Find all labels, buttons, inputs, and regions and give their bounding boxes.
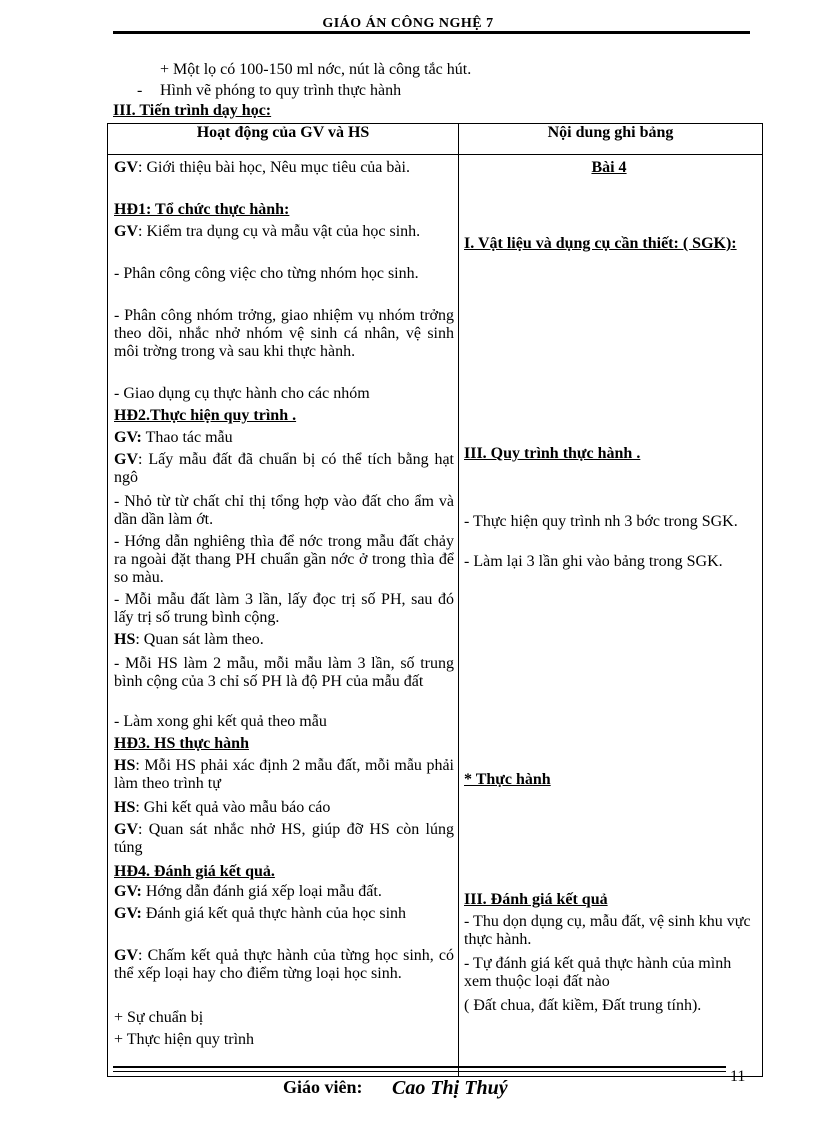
left-item: - Hớng dẫn nghiêng thìa để nớc trong mẫu đất chảy ra ngoài đặt thang PH chuẩn gần nớc ở trong thìa để so màu. xyxy=(114,533,454,586)
header-activities: Hoạt động của GV và HS xyxy=(108,124,459,155)
left-item: - Phân công công việc cho từng nhóm học sinh. xyxy=(114,265,419,282)
left-item: HS: Quan sát làm theo. xyxy=(114,631,264,648)
footer-teacher-label: Giáo viên: xyxy=(283,1077,363,1097)
left-heading-hd3: HĐ3. HS thực hành xyxy=(114,735,249,752)
left-item: GV: Chấm kết quả thực hành của từng học sinh, có thể xếp loại hay cho điểm từng loại học sinh. xyxy=(114,947,454,982)
left-item: GV: Đánh giá kết quả thực hành của học sinh xyxy=(114,905,407,922)
left-item: + Thực hiện quy trình xyxy=(114,1031,255,1048)
left-heading-hd4: HĐ4. Đánh giá kết quả. xyxy=(114,863,275,880)
page-number: 11 xyxy=(730,1068,746,1085)
right-heading-lesson: Bài 4 xyxy=(591,159,627,176)
left-item: GV: Lấy mẫu đất đã chuẩn bị có thể tích bằng hạt ngô xyxy=(114,451,454,486)
page-header-title: GIÁO ÁN CÔNG NGHỆ 7 xyxy=(322,16,494,31)
left-item: GV: Hớng dẫn đánh giá xếp loại mẫu đất. xyxy=(114,883,382,900)
left-item: - Phân công nhóm trởng, giao nhiệm vụ nhóm trởng theo dõi, nhắc nhở nhóm vệ sinh cá nhân, vệ sinh môi trờng trong và sau khi thực hành. xyxy=(114,307,454,360)
left-item: - Mỗi HS làm 2 mẫu, mỗi mẫu làm 3 lần, số trung bình cộng của 3 chỉ số PH là độ PH của mẫu đất xyxy=(114,655,454,690)
right-item: - Thu dọn dụng cụ, mẫu đất, vệ sinh khu vực thực hành. xyxy=(464,913,751,948)
board-content-cell xyxy=(459,155,763,1077)
left-item: GV: Giới thiệu bài học, Nêu mục tiêu của bài. xyxy=(114,159,410,176)
left-item: - Nhỏ từ từ chất chỉ thị tổng hợp vào đất cho ẩm và dần dần làm ớt. xyxy=(114,493,454,528)
right-heading-procedure: III. Quy trình thực hành . xyxy=(464,445,641,462)
left-item: GV: Thao tác mẫu xyxy=(114,429,233,446)
right-item: - Thực hiện quy trình nh 3 bớc trong SGK. xyxy=(464,513,738,530)
section-title: III. Tiến trình dạy học: xyxy=(113,102,272,119)
table-header-row xyxy=(108,124,763,155)
left-item: - Làm xong ghi kết quả theo mẫu xyxy=(114,713,327,730)
materials-line-1: + Một lọ có 100-150 ml nớc, nút là công tắc hút. xyxy=(160,61,472,78)
materials-line-2-dash: - xyxy=(137,82,143,99)
lesson-table xyxy=(107,123,763,1077)
right-heading-materials: I. Vật liệu và dụng cụ cần thiết: ( SGK): xyxy=(464,235,737,252)
right-item: - Làm lại 3 lần ghi vào bảng trong SGK. xyxy=(464,553,723,570)
table-body-row xyxy=(108,155,763,1077)
header-board-content: Nội dung ghi bảng xyxy=(459,124,763,155)
right-heading-practice: * Thực hành xyxy=(464,771,551,788)
header-rule xyxy=(113,31,750,34)
left-item: - Giao dụng cụ thực hành cho các nhóm xyxy=(114,385,370,402)
left-item: + Sự chuẩn bị xyxy=(114,1009,204,1026)
materials-line-2: Hình vẽ phóng to quy trình thực hành xyxy=(160,82,402,99)
activities-cell xyxy=(108,155,459,1077)
right-item: - Tự đánh giá kết quả thực hành của mình xem thuộc loại đất nào xyxy=(464,955,732,990)
left-heading-hd2: HĐ2.Thực hiện quy trình . xyxy=(114,407,297,424)
left-item: GV: Kiểm tra dụng cụ và mẫu vật của học sinh. xyxy=(114,223,421,240)
left-item: HS: Ghi kết quả vào mẫu báo cáo xyxy=(114,799,331,816)
left-heading-hd1: HĐ1: Tổ chức thực hành: xyxy=(114,201,290,218)
footer-teacher-name: Cao Thị Thuý xyxy=(392,1077,508,1099)
left-item: - Mỗi mẫu đất làm 3 lần, lấy đọc trị số PH, sau đó lấy trị số trung bình cộng. xyxy=(114,591,454,626)
left-item: HS: Mỗi HS phải xác định 2 mẫu đất, mỗi mẫu phải làm theo trình tự xyxy=(114,757,454,792)
footer-rule-thin xyxy=(113,1071,726,1072)
right-heading-evaluation: III. Đánh giá kết quả xyxy=(464,891,608,908)
left-item: GV: Quan sát nhắc nhở HS, giúp đỡ HS còn lúng túng xyxy=(114,821,454,856)
footer-rule xyxy=(113,1066,726,1068)
right-item: ( Đất chua, đất kiềm, Đất trung tính). xyxy=(464,997,702,1014)
